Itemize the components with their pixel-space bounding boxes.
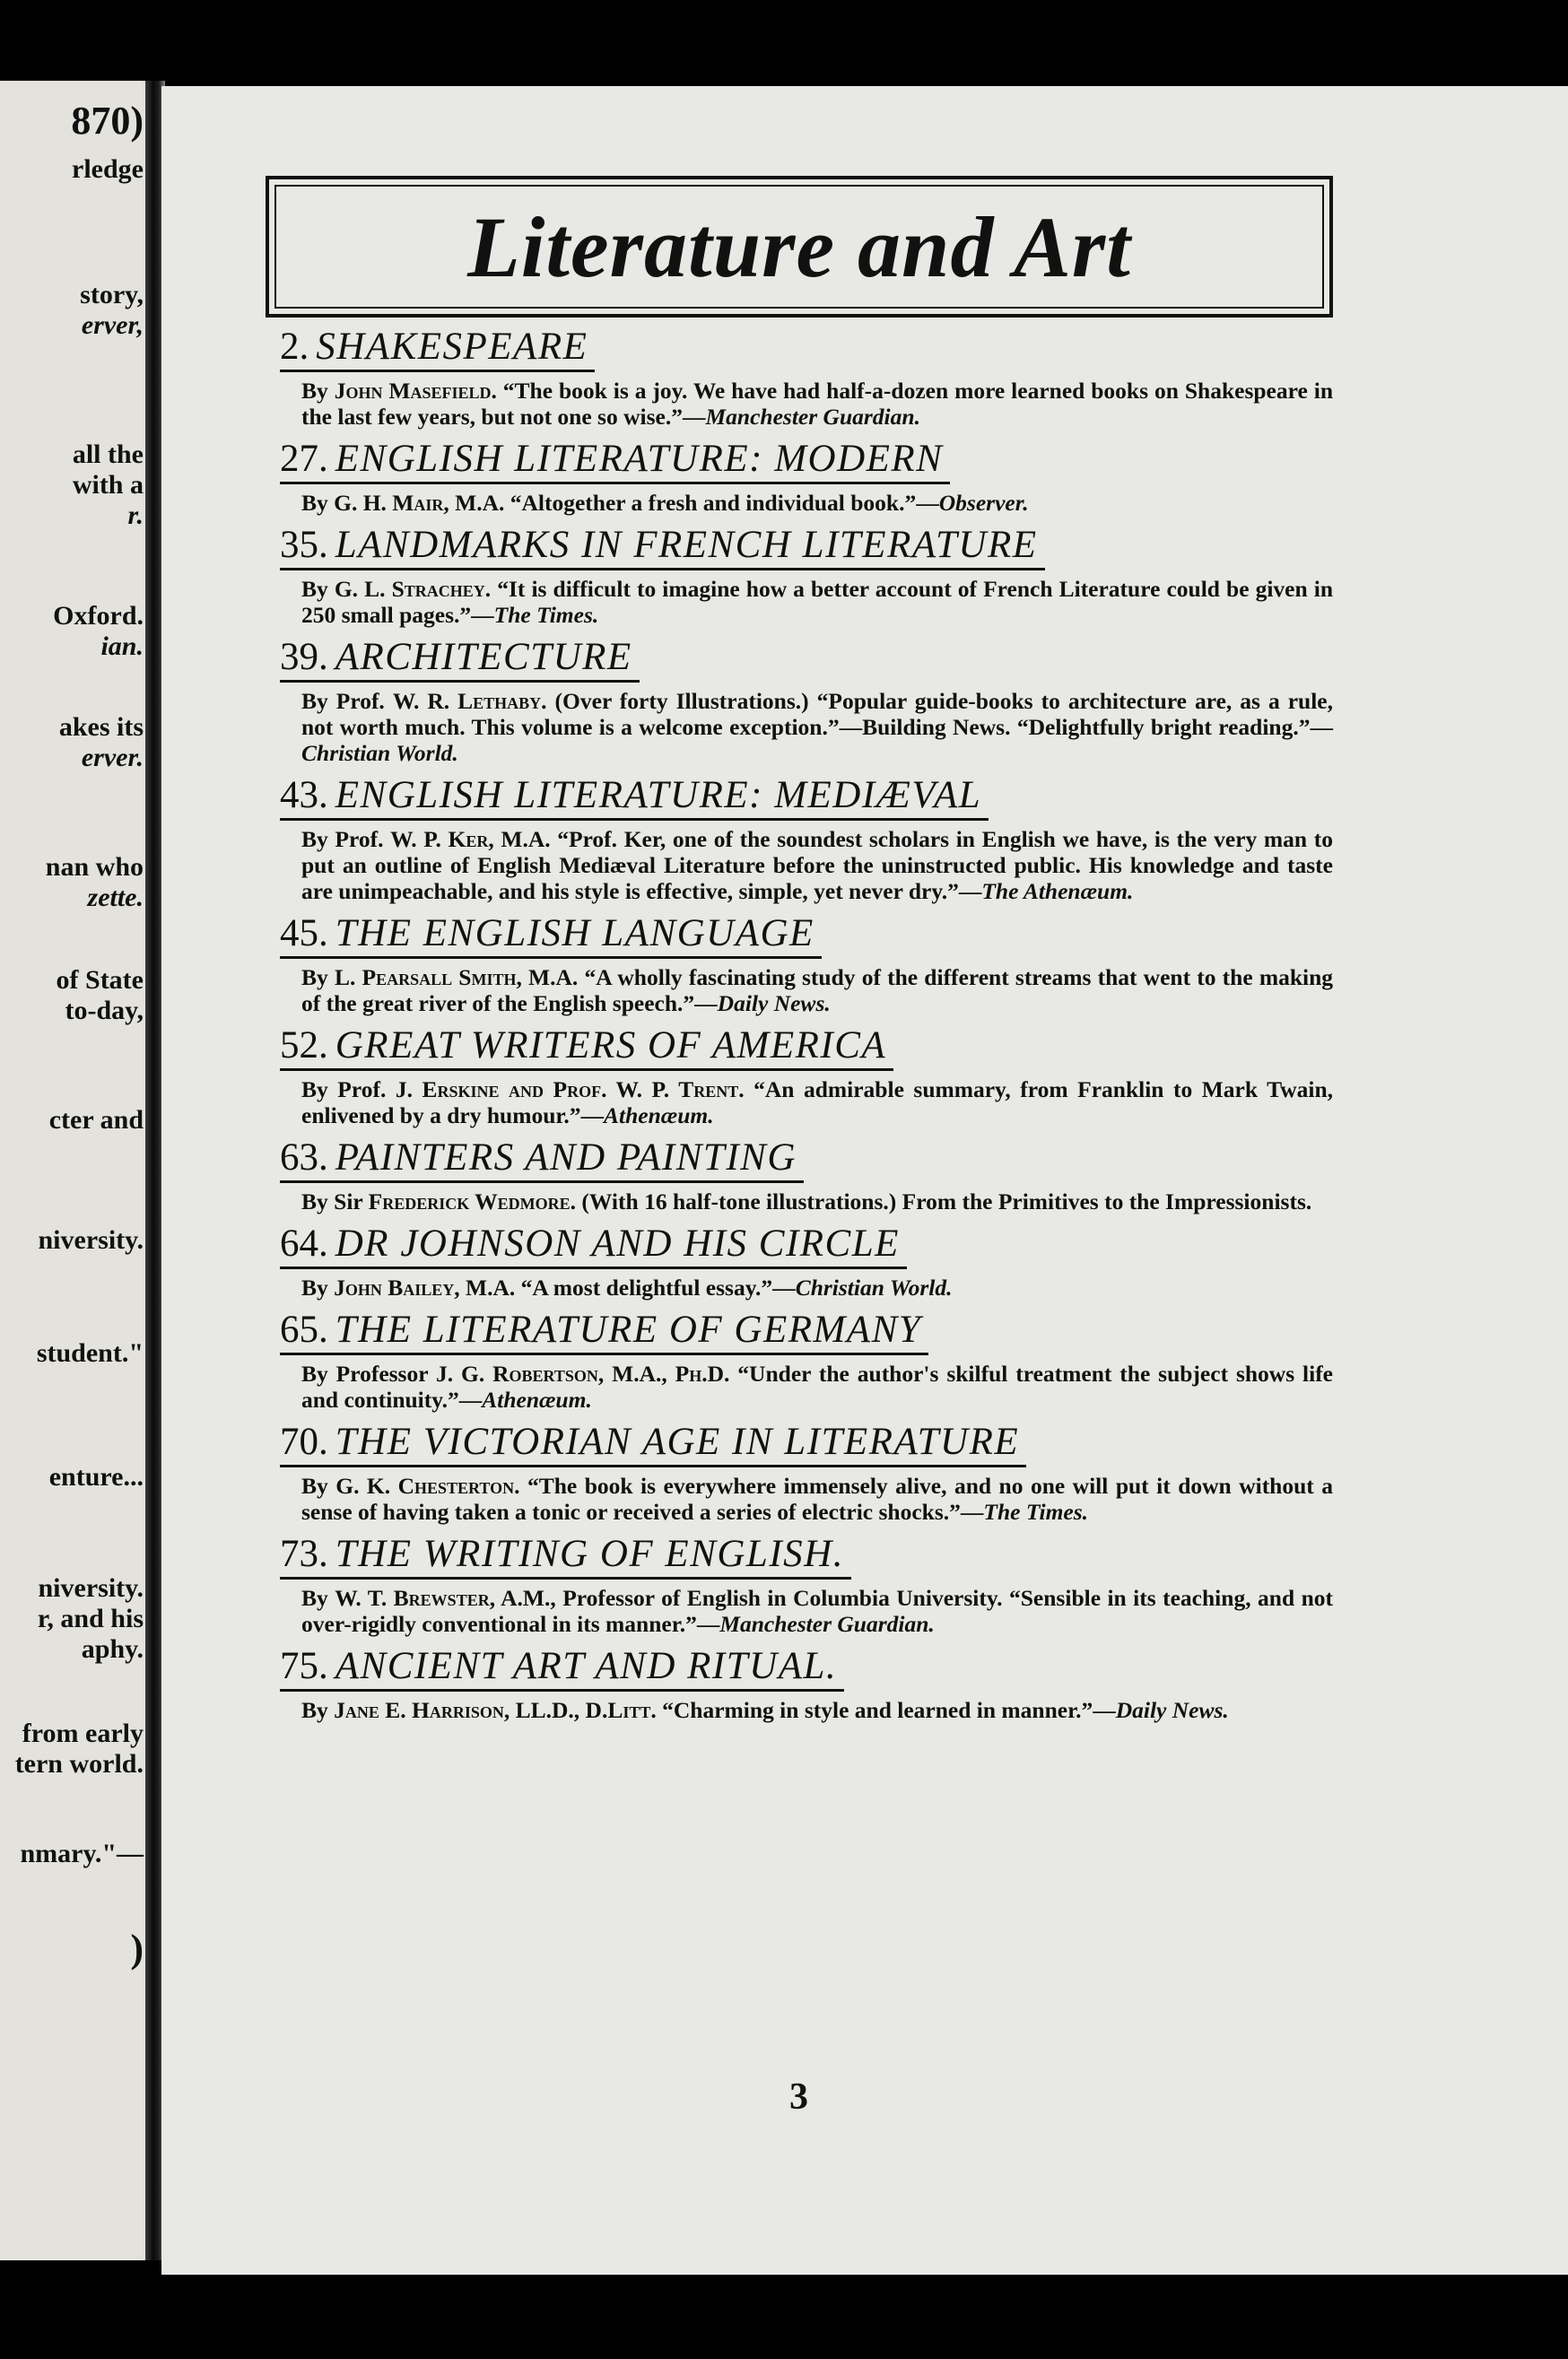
entry-quote: “Prof. Ker, one of the soundest scholars in English we have, is the very man to put an outline of English Mediæval Literature before the uninstructed public. His knowledge and taste are unimpeachable, and his style is effective, simple, yet never dry.”— [301,826,1333,904]
entry-by: By Prof. [301,1076,387,1102]
entry-author: John Masefield. [334,378,497,404]
entry-author: W. T. Brewster, A.M., [335,1585,556,1611]
entry-number: 64. [280,1223,328,1265]
facing-line: ian. [100,631,144,661]
book-entry [266,1136,1333,1214]
entry-author: G. H. Mair, M.A. [334,490,505,516]
entry-description [301,964,1333,1016]
book-entry [266,1420,1333,1525]
entry-quote: “The book is a joy. We have had half-a-dozen more learned books on Shakespeare in the last few years, but not one so wise.”— [301,378,1333,430]
entry-title: SHAKESPEARE [316,326,588,368]
entry-source: The Times. [983,1499,1089,1525]
facing-line: Oxford. [53,601,144,631]
facing-line: akes its [58,712,144,742]
entry-quote: (With 16 half-tone illustrations.) From the Primitives to the Impressionists. [581,1188,1312,1214]
entry-quote: “It is difficult to imagine how a better account of French Literature could be given in 250 small pages.”— [301,576,1334,628]
entry-author: G. K. Chesterton. [335,1473,520,1499]
book-entry [266,523,1333,628]
page-title: Literature and Art [467,198,1131,295]
entry-author: W. R. Lethaby. [392,688,547,714]
facing-line: erver. [81,743,144,772]
entry-by: By [301,378,328,404]
facing-line: niversity. [38,1573,144,1603]
entry-by: By [301,1585,328,1611]
facing-line: r. [127,501,144,530]
entry-quote: “Under the author's skilful treatment the subject shows life and continuity.”— [301,1361,1333,1413]
facing-line: erver, [81,310,144,340]
entry-number: 75. [280,1645,328,1687]
entry-heading [280,1136,804,1183]
entry-by: By Professor [301,1361,429,1387]
entry-heading [280,1644,844,1692]
facing-line: 870) [71,99,144,143]
entry-quote: “A most delightful essay.”— [520,1275,796,1301]
entry-number: 65. [280,1309,328,1351]
entry-number: 45. [280,912,328,954]
entry-title: THE WRITING OF ENGLISH. [335,1533,844,1575]
entry-source: The Times. [493,602,599,628]
entry-by: By [301,576,328,602]
book-entry [266,1644,1333,1723]
entry-quote: Professor of English in Columbia University. “Sensible in its teaching, and not over-rigidly conventional in its manner.”— [301,1585,1334,1637]
entry-by: By [301,1275,328,1301]
entry-author: John Bailey, M.A. [334,1275,516,1301]
facing-line: niversity. [38,1225,144,1255]
entry-source: Manchester Guardian. [719,1611,935,1637]
entry-description [301,1473,1333,1525]
facing-line: nan who [45,852,144,882]
facing-line: ) [130,1927,144,1971]
facing-line: nmary."— [20,1839,144,1868]
entry-title: ARCHITECTURE [335,636,632,678]
entry-title: ANCIENT ART AND RITUAL. [335,1645,838,1687]
entry-source: Manchester Guardian. [705,404,920,430]
entry-number: 2. [280,326,309,368]
facing-line: student." [36,1338,144,1368]
entry-heading [280,773,989,821]
entry-number: 63. [280,1136,328,1179]
entry-number: 70. [280,1421,328,1463]
entry-by: By [301,964,328,990]
entry-number: 52. [280,1024,328,1066]
page-content [266,176,1333,1723]
entry-author: L. Pearsall Smith, M.A. [334,964,579,990]
entry-description [301,1361,1333,1413]
facing-line: all the [72,440,144,469]
entry-heading [280,1023,893,1071]
entry-description [301,1076,1333,1128]
facing-line: cter and [48,1105,144,1135]
entry-heading [280,1308,928,1355]
entry-description [301,576,1333,628]
entry-author: J. G. Robertson, M.A., Ph.D. [435,1361,730,1387]
entry-source: Christian World. [301,740,458,766]
entry-source: Athenæum. [604,1102,714,1128]
book-entry [266,325,1333,430]
entry-heading [280,437,950,484]
facing-line: enture... [48,1462,144,1492]
entry-author: Frederick Wedmore. [368,1188,577,1214]
book-entry [266,773,1333,904]
entry-description [301,1585,1333,1637]
book-entry [266,911,1333,1016]
entry-title: THE ENGLISH LANGUAGE [335,912,814,954]
entry-description [301,826,1333,904]
entry-author: J. Erskine and Prof. W. P. Trent. [395,1076,745,1102]
entry-by: By Sir [301,1188,363,1214]
facing-line: to-day, [65,996,144,1025]
entry-author: G. L. Strachey. [334,576,492,602]
entry-source: Athenæum. [482,1387,592,1413]
entry-by: By Prof. [301,688,385,714]
entry-by: By Prof. [301,826,384,852]
entry-quote: “Charming in style and learned in manner.”— [662,1697,1116,1723]
entry-author: Jane E. Harrison, LL.D., D.Litt. [334,1697,657,1723]
entry-title: LANDMARKS IN FRENCH LITERATURE [335,524,1038,566]
title-frame-inner [274,185,1324,309]
main-page [161,86,1568,2275]
facing-line: from early [22,1719,144,1748]
entry-description [301,1275,1333,1301]
facing-line: with a [72,470,144,500]
entry-by: By [301,490,328,516]
entry-quote: “An admirable summary, from Franklin to Mark Twain, enlivened by a dry humour.”— [301,1076,1334,1128]
facing-page-fragment [0,81,151,2260]
entry-title: PAINTERS AND PAINTING [335,1136,797,1179]
facing-line: aphy. [81,1634,144,1664]
book-entry [266,1532,1333,1637]
facing-line: rledge [72,154,144,184]
entry-description [301,1188,1333,1214]
entry-number: 27. [280,438,328,480]
entry-quote: “Altogether a fresh and individual book.”— [510,490,939,516]
entry-title: THE LITERATURE OF GERMANY [335,1309,922,1351]
entry-heading [280,1420,1026,1467]
entry-source: Observer. [938,490,1029,516]
entry-author: W. P. Ker, M.A. [390,826,551,852]
book-entry [266,1308,1333,1413]
book-entry [266,437,1333,516]
entry-number: 43. [280,774,328,816]
entry-source: The Athenæum. [981,878,1134,904]
entry-heading [280,523,1045,570]
entry-quote: “The book is everywhere immensely alive, and no one will put it down without a sense of having taken a tonic or received a series of electric shocks.”— [301,1473,1334,1525]
entry-title: DR JOHNSON AND HIS CIRCLE [335,1223,900,1265]
entry-heading [280,325,595,372]
book-entry [266,635,1333,766]
entry-by: By [301,1473,328,1499]
entry-title: ENGLISH LITERATURE: MEDIÆVAL [335,774,982,816]
entry-title: ENGLISH LITERATURE: MODERN [335,438,944,480]
entry-source: Christian World. [795,1275,953,1301]
entry-heading [280,911,822,959]
entry-title: THE VICTORIAN AGE IN LITERATURE [335,1421,1020,1463]
title-frame [266,176,1333,318]
entry-description [301,1697,1333,1723]
entry-number: 35. [280,524,328,566]
facing-line: of State [56,965,144,995]
entry-by: By [301,1697,328,1723]
entry-number: 39. [280,636,328,678]
entry-quote: (Over forty Illustrations.) “Popular guide-books to architecture are, as a rule, not worth much. This volume is a welcome exception.”—Building News. “Delightfully bright reading.”— [301,688,1333,740]
entry-heading [280,1532,851,1580]
facing-line: zette. [87,883,144,912]
entry-source: Daily News. [1115,1697,1229,1723]
entry-heading [280,1222,907,1269]
facing-line: tern world. [14,1749,144,1779]
page-number: 3 [789,2076,808,2118]
entry-quote: “A wholly fascinating study of the different streams that went to the making of the great river of the English speech.”— [301,964,1334,1016]
entry-source: Daily News. [717,990,831,1016]
entry-heading [280,635,640,683]
book-entry [266,1222,1333,1301]
book-entry [266,1023,1333,1128]
facing-line: r, and his [37,1604,144,1633]
entry-number: 73. [280,1533,328,1575]
entry-description [301,490,1333,516]
facing-line: story, [80,280,144,309]
entry-description [301,378,1333,430]
entry-title: GREAT WRITERS OF AMERICA [335,1024,887,1066]
entry-description [301,688,1333,766]
